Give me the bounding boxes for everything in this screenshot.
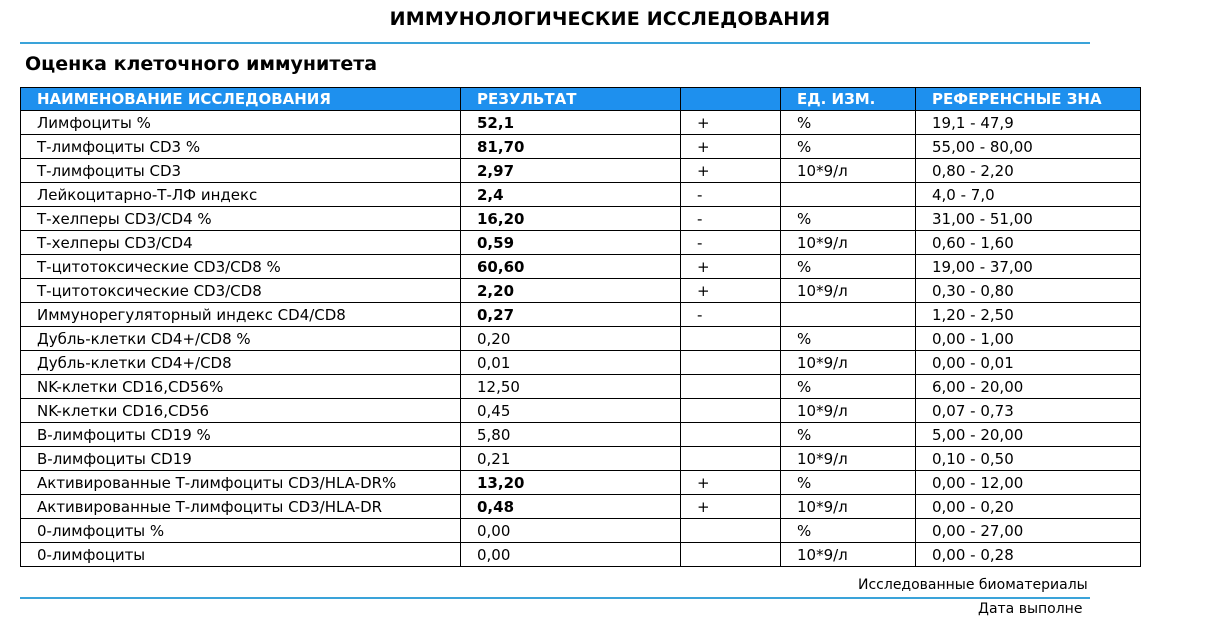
cell-flag <box>681 519 781 543</box>
cell-result: 0,48 <box>461 495 681 519</box>
cell-flag <box>681 375 781 399</box>
cell-name: В-лимфоциты CD19 % <box>21 423 461 447</box>
cell-reference: 5,00 - 20,00 <box>916 423 1141 447</box>
cell-result: 0,27 <box>461 303 681 327</box>
table-header-row <box>21 88 1141 111</box>
cell-unit: % <box>781 111 916 135</box>
footer-date: Дата выполне <box>978 601 1083 617</box>
table-row <box>21 183 1141 207</box>
cell-name: Дубль-клетки CD4+/CD8 <box>21 351 461 375</box>
cell-reference: 0,00 - 12,00 <box>916 471 1141 495</box>
cell-result: 60,60 <box>461 255 681 279</box>
cell-result: 52,1 <box>461 111 681 135</box>
cell-name: Лейкоцитарно-Т-ЛФ индекс <box>21 183 461 207</box>
cell-flag: + <box>681 159 781 183</box>
cell-unit <box>781 303 916 327</box>
cell-flag: - <box>681 183 781 207</box>
table-row <box>21 279 1141 303</box>
cell-unit: % <box>781 255 916 279</box>
cell-result: 81,70 <box>461 135 681 159</box>
cell-flag: + <box>681 471 781 495</box>
cell-name: В-лимфоциты CD19 <box>21 447 461 471</box>
column-header-unit: ЕД. ИЗМ. <box>781 88 916 111</box>
cell-flag <box>681 543 781 567</box>
cell-result: 0,59 <box>461 231 681 255</box>
title-divider <box>20 42 1090 44</box>
table-row <box>21 471 1141 495</box>
cell-unit: % <box>781 327 916 351</box>
cell-flag: + <box>681 135 781 159</box>
cell-unit: 10*9/л <box>781 399 916 423</box>
cell-result: 5,80 <box>461 423 681 447</box>
cell-name: Активированные Т-лимфоциты CD3/HLA-DR% <box>21 471 461 495</box>
cell-flag: + <box>681 111 781 135</box>
cell-result: 0,00 <box>461 543 681 567</box>
cell-name: Активированные Т-лимфоциты CD3/HLA-DR <box>21 495 461 519</box>
table-row <box>21 111 1141 135</box>
cell-reference: 0,00 - 0,01 <box>916 351 1141 375</box>
table-row <box>21 495 1141 519</box>
footer-divider <box>20 597 1090 599</box>
cell-name: Т-цитотоксические CD3/CD8 % <box>21 255 461 279</box>
cell-unit: % <box>781 207 916 231</box>
table-row <box>21 327 1141 351</box>
cell-result: 0,21 <box>461 447 681 471</box>
table-row <box>21 447 1141 471</box>
cell-name: Иммунорегуляторный индекс CD4/CD8 <box>21 303 461 327</box>
table-row <box>21 519 1141 543</box>
cell-unit: % <box>781 471 916 495</box>
column-header-result: РЕЗУЛЬТАТ <box>461 88 681 111</box>
table-row <box>21 255 1141 279</box>
table-row <box>21 351 1141 375</box>
table-row <box>21 423 1141 447</box>
cell-flag <box>681 327 781 351</box>
cell-reference: 55,00 - 80,00 <box>916 135 1141 159</box>
column-header-reference: РЕФЕРЕНСНЫЕ ЗНА <box>916 88 1141 111</box>
cell-unit: 10*9/л <box>781 495 916 519</box>
footer-biomaterials: Исследованные биоматериалы <box>858 577 1088 593</box>
cell-name: Т-лимфоциты CD3 % <box>21 135 461 159</box>
cell-name: Лимфоциты % <box>21 111 461 135</box>
cell-reference: 31,00 - 51,00 <box>916 207 1141 231</box>
cell-reference: 19,00 - 37,00 <box>916 255 1141 279</box>
cell-unit: 10*9/л <box>781 279 916 303</box>
table-row <box>21 159 1141 183</box>
cell-flag: + <box>681 279 781 303</box>
cell-result: 16,20 <box>461 207 681 231</box>
cell-unit: % <box>781 135 916 159</box>
cell-result: 0,01 <box>461 351 681 375</box>
main-title: ИММУНОЛОГИЧЕСКИЕ ИССЛЕДОВАНИЯ <box>389 8 831 30</box>
cell-name: NK-клетки CD16,CD56 <box>21 399 461 423</box>
cell-result: 2,20 <box>461 279 681 303</box>
cell-name: Т-цитотоксические CD3/CD8 <box>21 279 461 303</box>
cell-reference: 0,00 - 0,20 <box>916 495 1141 519</box>
cell-flag <box>681 447 781 471</box>
cell-reference: 1,20 - 2,50 <box>916 303 1141 327</box>
cell-flag <box>681 351 781 375</box>
table-row <box>21 399 1141 423</box>
cell-name: 0-лимфоциты <box>21 543 461 567</box>
cell-reference: 0,30 - 0,80 <box>916 279 1141 303</box>
cell-reference: 0,00 - 1,00 <box>916 327 1141 351</box>
cell-flag: - <box>681 207 781 231</box>
section-title: Оценка клеточного иммунитета <box>25 53 378 75</box>
cell-reference: 0,07 - 0,73 <box>916 399 1141 423</box>
cell-flag <box>681 399 781 423</box>
cell-reference: 6,00 - 20,00 <box>916 375 1141 399</box>
cell-reference: 0,00 - 27,00 <box>916 519 1141 543</box>
cell-reference: 4,0 - 7,0 <box>916 183 1141 207</box>
cell-flag: - <box>681 231 781 255</box>
cell-unit <box>781 183 916 207</box>
column-header-name: НАИМЕНОВАНИЕ ИССЛЕДОВАНИЯ <box>21 88 461 111</box>
cell-unit: % <box>781 375 916 399</box>
table-row <box>21 231 1141 255</box>
cell-result: 2,4 <box>461 183 681 207</box>
cell-reference: 0,60 - 1,60 <box>916 231 1141 255</box>
cell-result: 13,20 <box>461 471 681 495</box>
cell-result: 0,00 <box>461 519 681 543</box>
results-table <box>20 87 1141 567</box>
cell-unit: % <box>781 519 916 543</box>
cell-unit: 10*9/л <box>781 543 916 567</box>
table-row <box>21 375 1141 399</box>
cell-name: Т-лимфоциты CD3 <box>21 159 461 183</box>
cell-name: Т-хелперы CD3/CD4 <box>21 231 461 255</box>
table-row <box>21 303 1141 327</box>
column-header-flag <box>681 88 781 111</box>
table-row <box>21 207 1141 231</box>
cell-reference: 19,1 - 47,9 <box>916 111 1141 135</box>
cell-result: 2,97 <box>461 159 681 183</box>
cell-unit: 10*9/л <box>781 159 916 183</box>
table-row <box>21 543 1141 567</box>
cell-name: Т-хелперы CD3/CD4 % <box>21 207 461 231</box>
cell-result: 12,50 <box>461 375 681 399</box>
cell-unit: % <box>781 423 916 447</box>
results-body <box>21 111 1141 567</box>
cell-unit: 10*9/л <box>781 447 916 471</box>
cell-unit: 10*9/л <box>781 231 916 255</box>
cell-name: NK-клетки CD16,CD56% <box>21 375 461 399</box>
cell-flag <box>681 423 781 447</box>
cell-result: 0,45 <box>461 399 681 423</box>
cell-flag: - <box>681 303 781 327</box>
cell-flag: + <box>681 495 781 519</box>
cell-result: 0,20 <box>461 327 681 351</box>
cell-name: Дубль-клетки CD4+/CD8 % <box>21 327 461 351</box>
cell-reference: 0,80 - 2,20 <box>916 159 1141 183</box>
cell-name: 0-лимфоциты % <box>21 519 461 543</box>
table-row <box>21 135 1141 159</box>
cell-reference: 0,00 - 0,28 <box>916 543 1141 567</box>
cell-unit: 10*9/л <box>781 351 916 375</box>
cell-flag: + <box>681 255 781 279</box>
cell-reference: 0,10 - 0,50 <box>916 447 1141 471</box>
